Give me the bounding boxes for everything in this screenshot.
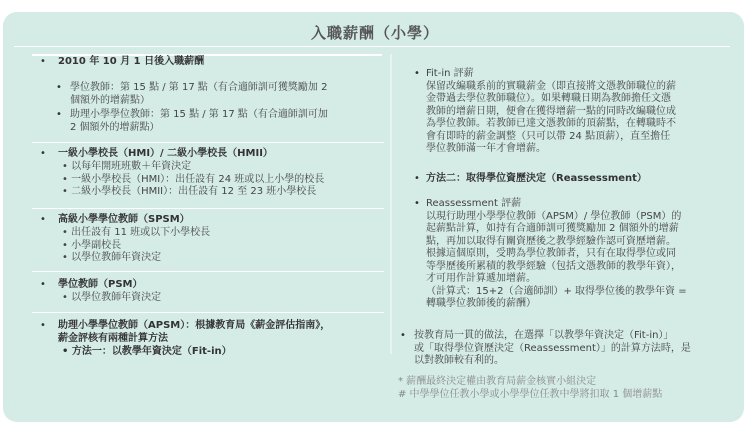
headmaster-list	[62, 161, 324, 199]
text-line: 助理小學學位教師（APSM）：根據教育局《薪金評估指南》，	[58, 320, 331, 331]
bullet-dot: •	[40, 320, 46, 331]
text-line: 教師的增薪日期，便會在獲得增薪一點的同時改編職位成	[426, 105, 676, 117]
list-item: • 以學位教師年資決定	[62, 292, 162, 303]
spsm-list	[62, 227, 210, 265]
bullet-dot: •	[414, 173, 420, 184]
text-line: 或「取得學位資歷決定（Reassessment）」的計算方法時，是	[414, 342, 691, 354]
section-divider	[32, 271, 384, 272]
text-line: 會有即時的薪金調整（只可以帶 24 點頂薪），直至擔任	[426, 130, 671, 142]
text-line: 為學位教師。若教師已達文憑教師的頂薪點，在轉職時不	[426, 118, 676, 129]
section-entry-salary-heading: 2010 年 10 月 1 日後入職薪酬	[58, 56, 205, 67]
text-line: 才可用作計算遞加增薪。	[426, 273, 536, 284]
list-item: • 出任設有 11 班或以下小學校長	[62, 227, 211, 238]
title-divider	[14, 46, 730, 47]
bullet-dot: •	[40, 56, 46, 67]
section-divider	[32, 208, 384, 209]
text-line: 起薪點計算，如持有合適師訓可獲獎勵加 2 個額外的增薪	[426, 223, 679, 234]
bullet-dot: •	[400, 330, 406, 341]
summary-block	[414, 330, 691, 368]
text-line: 2 個額外的增薪點）	[70, 121, 160, 133]
list-item: • 以每年開班班數＋年資決定	[62, 161, 192, 172]
text-line: 薪金評核有兩種計算方法	[58, 332, 168, 344]
bullet-dot: •	[40, 214, 46, 225]
section-divider	[32, 142, 384, 143]
fitin-title: Fit-in 評薪	[426, 68, 474, 79]
text-line: 助理小學學位教師：第 15 點 / 第 17 點（有合適師訓可加	[70, 109, 328, 120]
text-line: 點，再加以取得有關資歷後之教學經驗作認可資歷增薪。	[426, 235, 676, 247]
page-title: 入職薪酬（小學）	[310, 24, 439, 42]
list-item: • 一級小學校長（HMI）：出任設有 24 班或以上小學的校長	[62, 173, 325, 185]
column-divider	[390, 54, 392, 354]
text-line: 按教育局一貫的做法，在選擇「以教學年資決定（Fit-in）」	[414, 330, 674, 341]
list-item: • 二級小學校長（HMII）：出任設有 12 至 23 班小學校長	[62, 186, 317, 197]
text-line: 以對教師較有利的。	[414, 355, 504, 366]
text-line: 保留改編職系前的實職薪金（即直接將文憑教師職位的薪	[426, 80, 676, 92]
text-line: 學位教師：第 15 點 / 第 17 點（有合適師訓可獲獎勵加 2	[70, 82, 328, 93]
psm-list	[62, 292, 161, 305]
reassessment-title: Reassessment 評薪	[426, 198, 522, 209]
method-two-heading: 方法二：取得學位資歷決定（Reassessment）	[426, 173, 647, 184]
section-headmaster-heading: 一級小學校長（HMI）/ 二級小學校長（HMII）	[58, 148, 273, 159]
section-spsm-heading: 高級小學學位教師（SPSM）	[58, 214, 190, 225]
text-line: 根據這個原則，受聘為學位教師者，只有在取得學位或同	[426, 248, 676, 259]
text-line: 個額外的增薪點）	[70, 94, 150, 106]
bullet-dot: •	[56, 109, 62, 120]
text-line: （計算式：15+2（合適師訓）+ 取得學位後的教學年資 =	[426, 285, 687, 297]
text-line: 等學歷後所累積的教學經驗（包括文憑教師的教學年資），	[426, 260, 681, 272]
bullet-dot: •	[414, 198, 420, 209]
section-apsm-heading	[58, 320, 330, 345]
bullet-dot: •	[56, 82, 62, 93]
fitin-block	[426, 68, 676, 156]
reassessment-block	[426, 198, 687, 311]
section-psm-heading: 學位教師（PSM）	[58, 279, 143, 290]
bullet-dot: •	[40, 148, 46, 159]
assistant-teacher-text	[70, 109, 328, 134]
list-item: • 小學副校長	[62, 239, 122, 251]
section-divider	[32, 312, 384, 313]
footnote-deduction: # 中學學位任教小學或小學學位任教中學將扣取 1 個增薪點	[398, 389, 663, 400]
degree-teacher-text	[70, 82, 327, 107]
footnote-final-decision: * 薪酬最終決定權由教育局薪金核實小組決定	[398, 376, 597, 387]
bullet-dot: •	[414, 68, 420, 79]
method-one-heading: • 方法一：以教學年資決定（Fit-in）	[62, 346, 232, 357]
bullet-dot: •	[40, 279, 46, 290]
text-line: 金帶過去學位教師職位）。如果轉職日期為教師擔任文憑	[426, 93, 671, 104]
text-line: 轉職學位教師後的薪酬）	[426, 298, 536, 309]
list-item: • 以學位教師年資決定	[62, 252, 162, 263]
text-line: 學位教師滿一年才會增薪。	[426, 143, 546, 154]
text-line: 以現行助理小學學位教師（APSM）/ 學位教師（PSM）的	[426, 210, 682, 222]
